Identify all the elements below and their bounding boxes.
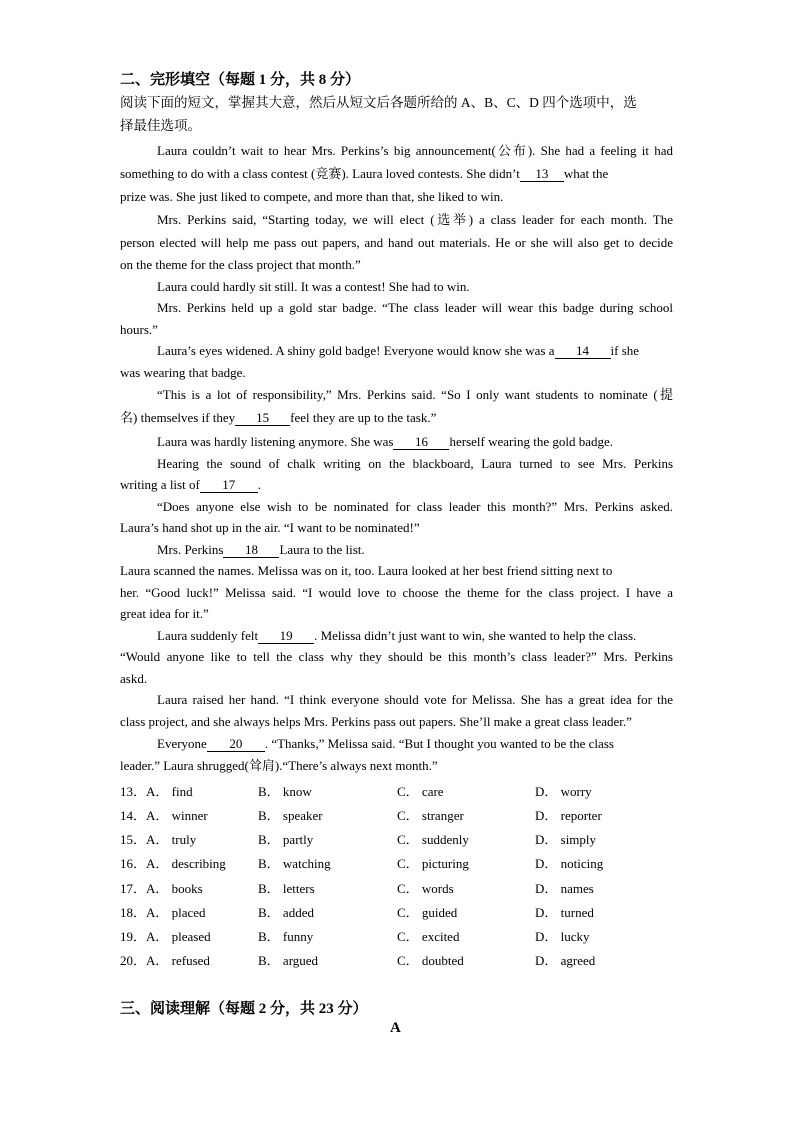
passage-line: Laura was hardly listening anymore. She was 16 herself wearing the gold badge.: [157, 434, 613, 449]
passage-line: Laura raised her hand. “I think everyone should vote for Melissa. She has a great idea for the: [157, 692, 673, 707]
option-b: B． know: [258, 784, 312, 799]
blank-16: 16: [393, 435, 449, 450]
passage-line: writing a list of 17 .: [120, 477, 262, 492]
option-d: D． simply: [535, 832, 597, 847]
option-a: A． refused: [146, 953, 210, 968]
option-d: D． noticing: [535, 856, 604, 871]
passage-line: hours.”: [120, 322, 158, 337]
option-a: A． describing: [146, 856, 226, 871]
option-d: D． lucky: [535, 929, 590, 944]
option-c: C． care: [397, 784, 444, 799]
blank-14: 14: [555, 344, 611, 359]
option-c: C． stranger: [397, 808, 464, 823]
passage-line: Laura could hardly sit still. It was a contest! She had to win.: [157, 279, 470, 294]
option-d: D． reporter: [535, 808, 602, 823]
option-a: A． pleased: [146, 929, 211, 944]
section-2-heading: 二、完形填空（每题 1 分，共 8 分）: [120, 72, 361, 88]
blank-15: 15: [235, 411, 290, 426]
section-2-instruction-line-1: 阅读下面的短文，掌握其大意，然后从短文后各题所给的 A、B、C、D 四个选项中，选: [120, 95, 637, 110]
option-number: 16．: [120, 856, 147, 871]
option-c: C． words: [397, 881, 454, 896]
option-b: B． watching: [258, 856, 331, 871]
option-b: B． argued: [258, 953, 319, 968]
passage-line: Hearing the sound of chalk writing on the blackboard, Laura turned to see Mrs. Perkins: [157, 456, 673, 471]
option-a: A． books: [146, 881, 203, 896]
section-2-instruction-line-2: 择最佳选项。: [120, 118, 201, 133]
option-b: B． added: [258, 905, 314, 920]
passage-line: Laura’s eyes widened. A shiny gold badge! Everyone would know she was a 14 if she: [157, 343, 640, 358]
option-c: C． guided: [397, 905, 458, 920]
option-a: A． truly: [146, 832, 197, 847]
option-number: 18．: [120, 905, 147, 920]
passage-line: 名) themselves if they 15 feel they are up to the task.”: [120, 410, 437, 425]
passage-line: askd.: [120, 671, 148, 686]
blank-19: 19: [258, 629, 314, 644]
passage-line: Laura scanned the names. Melissa was on it, too. Laura looked at her best friend sitting next to: [120, 563, 613, 578]
passage-line: prize was. She just liked to compete, and more than that, she liked to win.: [120, 189, 504, 204]
option-number: 14．: [120, 808, 147, 823]
passage-line: her. “Good luck!” Melissa said. “I would love to choose the theme for the class project. I have a: [120, 585, 673, 600]
option-number: 15．: [120, 832, 147, 847]
option-c: C． excited: [397, 929, 460, 944]
option-a: A． winner: [146, 808, 208, 823]
blank-20: 20: [207, 737, 265, 752]
section-3-heading: 三、阅读理解（每题 2 分，共 23 分）: [120, 1001, 368, 1017]
passage-line: Everyone 20 . “Thanks,” Melissa said. “But I thought you wanted to be the class: [157, 736, 614, 751]
option-number: 19．: [120, 929, 147, 944]
passage-line: Laura’s hand shot up in the air. “I want to be nominated!”: [120, 520, 420, 535]
passage-line: was wearing that badge.: [120, 365, 246, 380]
option-a: A． placed: [146, 905, 206, 920]
option-b: B． letters: [258, 881, 315, 896]
passage-line: Laura suddenly felt 19 . Melissa didn’t just want to win, she wanted to help the class.: [157, 628, 637, 643]
passage-line: Mrs. Perkins held up a gold star badge. “The class leader will wear this badge during school: [157, 300, 673, 315]
option-b: B． funny: [258, 929, 314, 944]
passage-line: “This is a lot of responsibility,” Mrs. Perkins said. “So I only want students to nominate (提: [157, 387, 673, 402]
option-d: D． worry: [535, 784, 592, 799]
option-number: 20．: [120, 953, 147, 968]
option-b: B． partly: [258, 832, 314, 847]
passage-line: “Does anyone else wish to be nominated for class leader this month?” Mrs. Perkins asked.: [157, 499, 673, 514]
passage-line: person elected will help me pass out papers, and hand out materials. He or she will also get to decide: [120, 235, 673, 250]
passage-line: great idea for it.”: [120, 606, 209, 621]
passage-line: on the theme for the class project that month.”: [120, 257, 361, 272]
blank-13: 13: [520, 167, 564, 182]
option-c: C． doubted: [397, 953, 464, 968]
option-b: B． speaker: [258, 808, 323, 823]
option-d: D． names: [535, 881, 594, 896]
passage-a-label: A: [390, 1020, 401, 1036]
option-d: D． turned: [535, 905, 594, 920]
passage-line: Mrs. Perkins said, “Starting today, we will elect (选举) a class leader for each month. The: [157, 212, 673, 227]
passage-line: “Would anyone like to tell the class why they should be this month’s class leader?” Mrs. Perkins: [120, 649, 673, 664]
option-c: C． suddenly: [397, 832, 469, 847]
blank-17: 17: [200, 478, 258, 493]
option-c: C． picturing: [397, 856, 469, 871]
passage-line: class project, and she always helps Mrs. Perkins pass out papers. She’ll make a great class leader.”: [120, 714, 632, 729]
option-number: 13．: [120, 784, 147, 799]
option-number: 17．: [120, 881, 147, 896]
passage-line: something to do with a class contest (竞赛). Laura loved contests. She didn’t 13 what the: [120, 166, 609, 181]
passage-line: leader.” Laura shrugged(耸肩).“There’s always next month.”: [120, 758, 438, 773]
option-d: D． agreed: [535, 953, 596, 968]
blank-18: 18: [223, 543, 279, 558]
option-a: A． find: [146, 784, 193, 799]
passage-line: Laura couldn’t wait to hear Mrs. Perkins’s big announcement(公布). She had a feeling it had: [157, 143, 673, 158]
passage-line: Mrs. Perkins 18 Laura to the list.: [157, 542, 365, 557]
